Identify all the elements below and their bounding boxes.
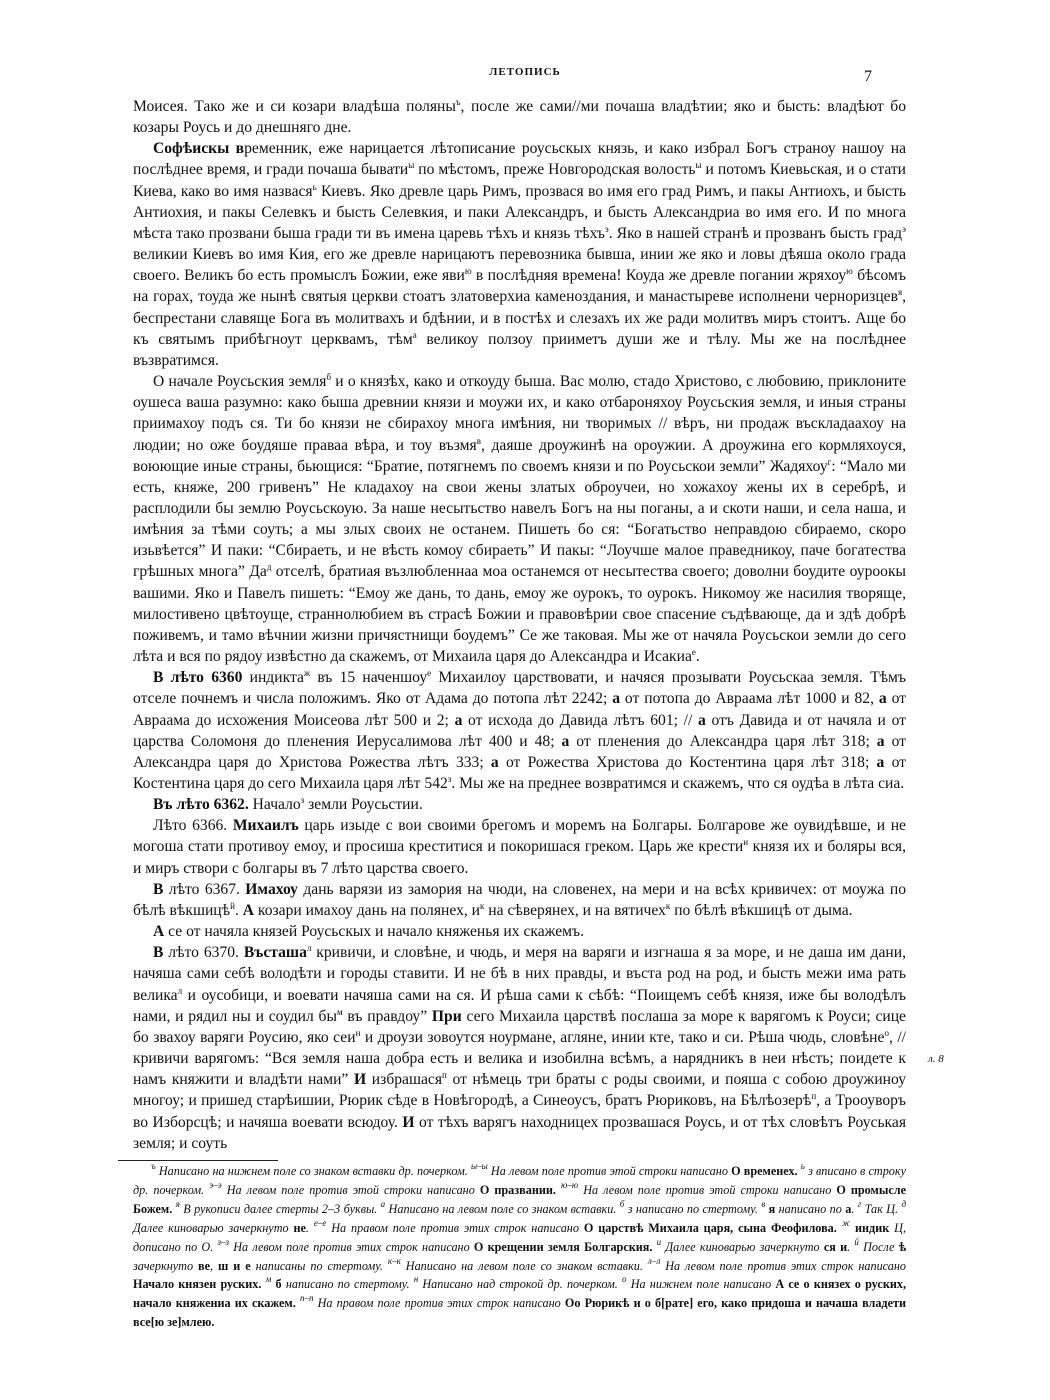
footnote-marker: з: [447, 774, 452, 784]
footnote-marker: о: [884, 1027, 889, 1038]
footnote-marker: э: [604, 223, 609, 234]
footnote-marker: и: [743, 837, 749, 848]
footnote-marker: и: [656, 1236, 662, 1247]
footnote-marker: й: [230, 900, 235, 911]
footnote-marker: а: [380, 1198, 386, 1209]
footnote-marker: к: [480, 900, 485, 911]
footnote-marker: ю: [846, 266, 853, 277]
footnote-marker: ы–ы: [471, 1161, 488, 1171]
footnote-marker: п: [442, 1070, 447, 1081]
footnote-marker: д: [901, 1198, 906, 1209]
footnote-marker: м: [265, 1274, 272, 1285]
footnote-marker: э: [902, 223, 906, 234]
footnote-marker: е–е: [313, 1217, 327, 1228]
footnote-marker: б: [326, 372, 332, 383]
footnote-marker: г: [857, 1198, 862, 1209]
paragraph: Софѣискы временник, еже нарицается лѣтописание роусьскых князь, и како избрал Богъ страноу нашоу на послѣднее время, и гради почаша бывати$^ы$ по мѣстомъ, преже Новгородская волость$^ы$ и потомъ Киевьская, и о стати Киева, како во имя назвася$^ь$ Киевъ. Яко древле царь Римъ, прозвася во имя его град Римъ, и пакы Антиохъ, и бысть Антиохия, и пакы Селевкъ и бысть Селевкия, и паки Александръ, и бысть Александриа во имя его. И по многа мѣста тако прозвани быша гради ти въ имена царевь тѣхъ и князь тѣхъ$^э$. Яко в нашей странѣ и прозванъ бысть град$^э$ великии Киевъ во имя Кия, его же древле нарицаютъ перевозника бывша, инии же яко и ловы дѣяша около града своего. Великъ бо есть промыслъ Божии, еже яви$^ю$ в послѣдняя времена! Коуда же древле погании жряхоу$^ю$ бѣсомъ на горах, тоуда же нынѣ святыя церкви стоатъ златоверхиа каменоздания, и манастыреве исполнени черноризцев$^я$, беспрестани славяще Бога въ молитвахъ и бдѣнии, и в постѣх и слезахъ их же ради молитвъ миръ стоитъ. Аще бо къ святымъ прибѣгноут церквамъ, тѣм$^а$ великоу ползоу прииметъ души же и тѣлу. Мы же на послѣднее възвратимся.: [133, 140, 906, 369]
footnote-marker: м: [336, 1006, 343, 1017]
footnote-marker: ъ: [151, 1161, 156, 1171]
footnote-marker: ж: [841, 1217, 851, 1228]
footnote-marker: э–э: [209, 1179, 222, 1190]
footnote-marker: к–к: [387, 1255, 401, 1266]
footnote-marker: ъ: [455, 97, 461, 107]
running-title: ЛЕТОПИСЬ: [489, 66, 561, 78]
footnotes: $^ъ$ Написано на нижнем поле со знаком вставки др. почерком. $^{ы-ы}$ На левом поле против этой строки написано О временех. $^ь$ з вписано в строку др. почерком. $^{э-э}$ На левом поле против этой строки написано О празвании. $^{ю-ю}$ На левом поле против этой строки написано О промысле Божем. $^я$ В рукописи далее стерты 2–3 буквы. $^а$ Написано на левом поле со знаком вставки. $^б$ з написано по стертому. $^в$ я написано по а. $^г$ Так Ц. $^д$ Далее киноварью зачеркнуто не. $^{е-е}$ На правом поле против этих строк написано О царствѣ Михаила царя, сына Феофилова. $^ж$ индик Ц, дописано по О. $^{з-з}$ На левом поле против этих строк написано О крещении земля Болгарския. $^и$ Далее киноварью зачеркнуто ся и. $^й$ После ѣ зачеркнуто ве, ш и е написаны по стертому. $^{к-к}$ Написано на левом поле со знаком вставки. $^{л-л}$ На левом поле против этих строк написано Начало князеи руских. $^м$ б написано по стертому. $^н$ Написано над строкой др. почерком. $^о$ На нижнем поле написано А се о князех о руских, начало княжениа их скажем. $^{п-п}$ На правом поле против этих строк написано Оо Рюрикѣ и о б[рате] его, како придоша и начаша владети все[ю зе]млею.: [133, 1161, 907, 1330]
paragraph: Моисея. Тако же и си козари владѣша поляны$^ъ$, после же сами//ми почаша владѣтии; яко и бысть: владѣют бо козары Роусь и до днешняго дне.: [133, 97, 906, 137]
footnote-marker: о: [622, 1274, 627, 1285]
page-number: 7: [864, 68, 872, 85]
footnote-marker: ю–ю: [561, 1179, 579, 1190]
footnote-marker: н: [413, 1274, 419, 1285]
footnote-marker: я: [897, 287, 903, 298]
paragraph: В лѣто 6370. Въсташа$^л$ кривичи, и словѣне, и чюдь, и меря на варяги и изгнаша я за море, и не даша им дани, начяша сами себѣ володѣти и городы ставити. И не бѣ в них правды, и въста род на род, и бысть межи има рать велика$^л$ и оусобици, и воевати начяша сами на ся. И рѣша сами к сѣбѣ: “Поищемъ себѣ князя, иже бы володѣлъ нами, и рядил ны и соудил $бы^м$ въ правдоу” При сего Михаила царствѣ послаша за море к варягомъ к Роуси; сице бо звахоу варяги Роусию, яко сеи$^н$ и дроузи зовоутся ноурмане, агляне, инии кте, тако и си. Рѣша чюдь, словѣне$^о$, // кривичи варягомъ: “Вся земля наша добра есть и велика и изобилна всѣмъ, а нарядникъ в неи нѣсть; поидете к намъ княжити и владѣти нами” И избрашася$^п$ от нѣмець три браты с роды своими, и пояша с собою дроужиноу многоу; и пришед старѣишии, Рюрик сѣде в Новѣгородѣ, а Синеоусъ, братъ Рюриковъ, на Бѣлѣозерѣ$^п$, а Трооуворъ во Изборсцѣ; и начяша воевати всюдоу. И от тѣхъ варягъ находницех прозвашася Роусь, и от тѣх словѣтъ Роуськая земля; и соуть: [133, 943, 907, 1152]
footnote-marker: ь: [312, 181, 317, 192]
footnote-marker: в: [476, 435, 481, 446]
footnote-marker: в: [761, 1198, 766, 1209]
footnote-marker: ь: [800, 1161, 805, 1171]
footnote-marker: п–п: [299, 1293, 314, 1304]
footnote-marker: а: [412, 329, 417, 340]
footnote-marker: й: [854, 1236, 859, 1247]
paragraph: В лѣто 6360 индикта$^ж$ въ 15 наченшоу$^е$ Михаилоу царствовати, и начяся прозывати Роусьскаа земля. Тѣмъ отселе почнемъ и числа положимъ. Яко от Адама до потопа лѣт 2242; а от потопа до Авраама лѣт 1000 и 82, а от Авраама до исхожения Моисеова лѣт 500 и 2; а от исхода до Давида лѣтъ 601; // а отъ Давида и от начяла и от царства Соломоня до пленения Иерусалимова лѣт 400 и 48; а от пленения до Александра царя лѣт 318; а от Александра царя до Христова Рожества лѣтъ 333; а от Рожества Христова до Костентина царя лѣт 318; а от Костентина царя до сего Михаила царя лѣт $542^з$. Мы же на преднее возвратимся и скажемъ, что ся оудѣа в лѣта сиа.: [133, 668, 906, 792]
footnote-marker: е: [427, 668, 432, 679]
footnote-marker: з–з: [217, 1236, 230, 1247]
footnote-marker: ж: [303, 668, 311, 679]
footnote-marker: д: [266, 562, 272, 573]
paragraph: Въ лѣто 6362. Начало$^з$ земли Роусьстии.: [153, 795, 423, 814]
footnote-marker: ы: [695, 160, 702, 171]
footnote-marker: л: [306, 943, 312, 954]
footnote-marker: н: [355, 1027, 361, 1038]
main-text: [133, 96, 906, 1154]
paragraph: В лѣто 6367. Имахоу дань варязи из замория на чюди, на словенех, на мери и на всѣх кривичех: от моужа по бѣлѣ вѣкшицѣ$^й$. А козари имахоу дань на полянех, $и^к$ на сѣверянех, и на вятичех$^к$ по бѣлѣ вѣкшицѣ от дыма.: [133, 880, 906, 919]
footnote-marker: з: [300, 795, 305, 806]
margin-folio-note: л. 8: [928, 1053, 944, 1065]
paragraph: Лѣто 6366. Михаилъ царь изыде с вои своими брегомъ и моремъ на Болгары. Болгарове же оувидѣвше, и не могоша стати противоу емоу, и просиша креститися и покоришася греком. Царь же крести$^и$ князя их и боляры вся, и миръ створи с болгары въ 7 лѣто царства своего.: [133, 817, 906, 877]
footnote-marker: ю: [464, 266, 472, 277]
paragraph: А се от начяла князей Роусьскых и начало княженья их скажемъ.: [153, 923, 584, 941]
footnote-marker: г: [827, 456, 832, 467]
footnote-marker: е: [691, 647, 696, 658]
footnote-marker: б: [619, 1198, 625, 1209]
paragraph: О начале Роусьския земля$^б$ и о князѣх, како и откоуду быша. Вас молю, стадо Христово, с любовию, приклоните оушеса ваша разумно: како быша древнии князи и моужи их, и како отбароняхоу Роусьския земля, и иныя страны приимахоу подъ ся. Ти бо князи не сбирахоу многа имѣния, ни творимых // вѣръ, ни продаж въскладаахоу на людии; но оже боудяше праваа вѣра, и тоу възмя$^в$, даяше дроужинѣ на ороужии. А дроужина его кормляхоуся, воюющие иные страны, бьющися: “Братие, потягнемъ по своемъ князи и по Роусьскои земли” Жадяхоу$^г$: “Мало ми есть, княже, 200 гривенъ” Не кладахоу на свои жены златых оброучеи, но хожахоу жены их в серебрѣ, и расплодили бы землю Роусьскоую. За наше несытьство навелъ Богъ на ны поганы, а и скоти наши, и села наша, и имѣния за тѣми соуть; а мы злых своих не останем. Пишеть бо ся: “Богатьство неправдою сбираемо, скоро изьвѣется” И паки: “Сбираеть, и не вѣсть комоу сбираеть” И пакы: “Лоучше малое праведникоу, паче богатества грѣшных многа” $Да^д$ отселѣ, братиая възлюбленнаа моа останемся от несытества своего; доволни боудите оуроокы вашими. Яко и Павелъ пишеть: “Емоу же дань, то дань, емоу же оурокъ, то оурокъ. Никомоу же насилия творяще, милостивено цвѣтоуще, страннолюбием въ страсѣ Божии и правовѣрии свое спасение съдѣвающе, да и здѣ добрѣ поживемъ, и тамо вѣчнии жизни причястнищи боудемъ” Се же таковая. Мы же от начяла Роусьскои земли до сего лѣта и вся по рядоу извѣстно да скажемъ, от Михаила царя до Александра и Исакиа$^е$.: [133, 372, 907, 666]
footnote-marker: я: [175, 1198, 180, 1209]
footnote-marker: п: [811, 1091, 817, 1102]
footnote-divider: [118, 1160, 278, 1161]
footnote-marker: ы: [408, 160, 415, 171]
footnote-marker: к: [665, 900, 671, 911]
footnote-marker: л–л: [647, 1255, 661, 1266]
footnote-marker: л: [177, 985, 183, 996]
